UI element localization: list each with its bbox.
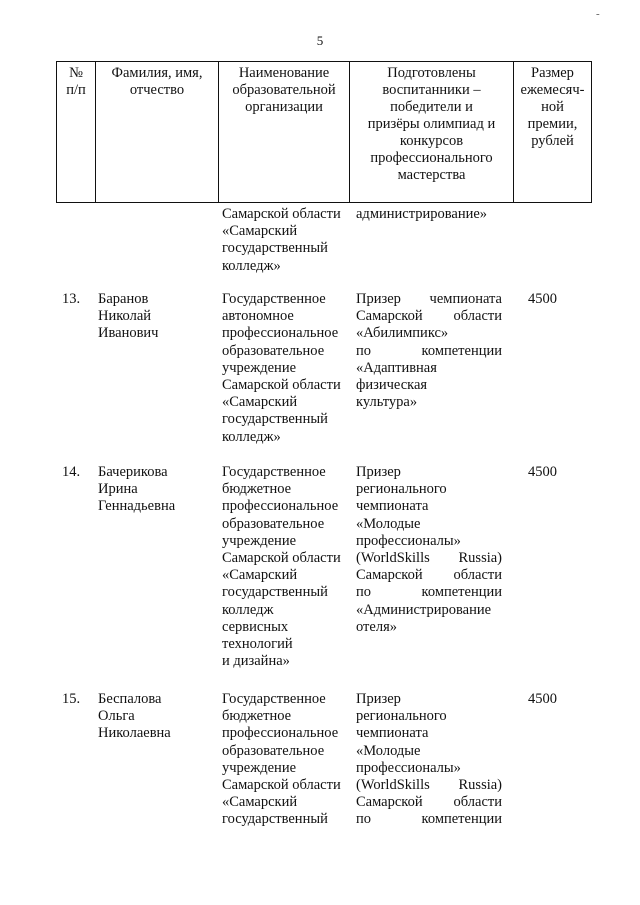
text-line	[356, 343, 502, 360]
text-line	[356, 777, 502, 794]
text-line: «Самарский	[222, 794, 298, 811]
text-line: Самарской области	[222, 777, 341, 794]
text-line: Самарской области	[222, 550, 341, 567]
row-name	[98, 291, 158, 343]
text-line	[356, 602, 502, 619]
header-line: Размер	[531, 65, 574, 81]
text-line: колледж	[222, 601, 274, 618]
text-line: образовательное	[222, 742, 325, 759]
continuation-achievement	[356, 206, 487, 223]
text-line: автономное	[222, 308, 294, 325]
header-organization	[219, 62, 350, 203]
text-word: Самарской	[356, 567, 423, 584]
text-word: отеля»	[356, 618, 397, 635]
row-organization	[222, 291, 341, 446]
row-achievement	[356, 691, 502, 829]
text-word: профессионалы»	[356, 759, 461, 776]
text-line: колледж»	[222, 428, 281, 445]
text-line: «Самарский	[222, 567, 298, 584]
text-word: Russia)	[458, 777, 502, 794]
text-line: профессиональное	[222, 498, 339, 515]
text-line	[356, 584, 502, 601]
row-number: 14.	[62, 464, 81, 480]
header-line: премии,	[527, 116, 578, 132]
text-word: «Администрирование	[356, 601, 492, 618]
text-line: Иванович	[98, 325, 159, 342]
text-line	[356, 811, 502, 828]
text-word: чемпионата	[356, 498, 429, 515]
text-line: сервисных	[222, 618, 289, 635]
text-word: по	[356, 811, 372, 828]
text-line	[356, 533, 502, 550]
row-organization	[222, 691, 341, 829]
text-line	[356, 291, 502, 308]
header-line: Наименование	[238, 65, 330, 81]
row-name	[98, 464, 175, 516]
text-word: «Адаптивная	[356, 359, 437, 376]
header-achievement	[350, 62, 514, 203]
text-word: «Молодые	[356, 742, 421, 759]
text-word: «Абилимпикс»	[356, 325, 449, 342]
text-word: чемпионата	[356, 725, 429, 742]
text-line: Николай	[98, 308, 152, 325]
text-line: профессиональное	[222, 725, 339, 742]
text-line	[356, 691, 502, 708]
text-word: культура»	[356, 394, 418, 411]
header-line: призёры олимпиад и	[367, 116, 496, 132]
text-line: технологий	[222, 636, 293, 653]
text-line	[356, 481, 502, 498]
text-word: области	[453, 308, 502, 325]
row-name	[98, 691, 171, 743]
text-word: компетенции	[421, 584, 502, 601]
header-line: п/п	[66, 82, 86, 98]
text-line: Самарской области	[222, 206, 341, 222]
text-line: Беспалова	[98, 691, 162, 707]
text-line: Государственное	[222, 464, 326, 480]
text-line	[356, 498, 502, 515]
text-line	[356, 516, 502, 533]
text-line: «Самарский	[222, 223, 298, 240]
text-line: Геннадьевна	[98, 498, 176, 515]
header-amount	[514, 62, 592, 203]
text-line	[356, 708, 502, 725]
text-word: (WorldSkills	[356, 550, 430, 567]
row-number: 15.	[62, 691, 81, 707]
text-line: колледж»	[222, 257, 281, 274]
continuation-org	[222, 206, 341, 275]
row-amount: 4500	[528, 464, 557, 480]
header-line: отчество	[129, 82, 185, 98]
header-line: конкурсов	[399, 133, 464, 149]
text-word: профессионалы»	[356, 532, 461, 549]
header-line: организации	[245, 99, 323, 115]
header-line: воспитанники –	[382, 82, 481, 98]
text-word: Russia)	[458, 550, 502, 567]
text-line	[356, 743, 502, 760]
text-line: государственный	[222, 811, 328, 828]
text-line	[356, 325, 502, 342]
header-line: ной	[541, 99, 564, 115]
row-amount: 4500	[528, 691, 557, 707]
text-word: по	[356, 584, 372, 601]
text-word: Самарской	[356, 308, 423, 325]
text-line: учреждение	[222, 532, 297, 549]
text-word: компетенции	[421, 811, 502, 828]
row-number: 13.	[62, 291, 81, 307]
text-line: государственный	[222, 240, 328, 257]
text-word: Призер	[356, 691, 401, 707]
header-line: ежемесяч-	[520, 82, 585, 98]
text-line	[356, 394, 502, 411]
text-line: бюджетное	[222, 708, 292, 725]
text-line: и дизайна»	[222, 653, 290, 670]
text-line: Николаевна	[98, 725, 171, 742]
text-line	[356, 550, 502, 567]
text-line: государственный	[222, 584, 328, 601]
header-line: мастерства	[397, 167, 466, 183]
text-line	[356, 360, 502, 377]
text-line	[356, 760, 502, 777]
text-line: Баранов	[98, 291, 149, 307]
header-name	[96, 62, 219, 203]
text-line: образовательное	[222, 515, 325, 532]
text-word: (WorldSkills	[356, 777, 430, 794]
text-line: Самарской области	[222, 377, 341, 394]
text-line: Бачерикова	[98, 464, 168, 480]
header-line: №	[69, 65, 83, 81]
text-word: области	[453, 794, 502, 811]
table-header	[56, 61, 592, 203]
text-line: Государственное	[222, 291, 326, 307]
row-achievement	[356, 464, 502, 636]
text-line: бюджетное	[222, 481, 292, 498]
text-word: регионального	[356, 481, 447, 498]
text-word: области	[453, 567, 502, 584]
header-line: Фамилия, имя,	[111, 65, 203, 81]
text-line: Ольга	[98, 708, 135, 725]
text-line	[356, 619, 502, 636]
row-organization	[222, 464, 341, 670]
text-line	[356, 377, 502, 394]
text-word: компетенции	[421, 342, 502, 359]
text-word: Самарской	[356, 794, 423, 811]
row-amount: 4500	[528, 291, 557, 307]
text-line	[356, 308, 502, 325]
text-line: администрирование»	[356, 206, 488, 222]
text-word: Призер	[356, 464, 401, 480]
page-number: 5	[316, 33, 324, 48]
header-line: победители и	[390, 99, 473, 115]
stray-mark: -	[596, 8, 600, 20]
text-word: физическая	[356, 377, 428, 394]
text-line	[356, 725, 502, 742]
header-line: рублей	[531, 133, 574, 149]
text-line: «Самарский	[222, 394, 298, 411]
header-line: образовательной	[232, 82, 336, 98]
text-line: учреждение	[222, 359, 297, 376]
text-line: учреждение	[222, 759, 297, 776]
text-line: Государственное	[222, 691, 326, 707]
header-line: профессионального	[370, 150, 493, 166]
row-achievement	[356, 291, 502, 411]
header-line: Подготовлены	[387, 65, 476, 81]
text-word: «Молодые	[356, 515, 421, 532]
text-word: регионального	[356, 708, 447, 725]
text-word: чемпионата	[429, 291, 502, 307]
text-line: профессиональное	[222, 325, 339, 342]
text-line	[356, 567, 502, 584]
text-line: государственный	[222, 411, 328, 428]
text-line	[356, 794, 502, 811]
text-word: Призер	[356, 291, 401, 307]
text-word: по	[356, 342, 372, 359]
header-number	[57, 62, 96, 203]
text-line: Ирина	[98, 481, 138, 498]
text-line	[356, 464, 502, 481]
text-line: образовательное	[222, 342, 325, 359]
